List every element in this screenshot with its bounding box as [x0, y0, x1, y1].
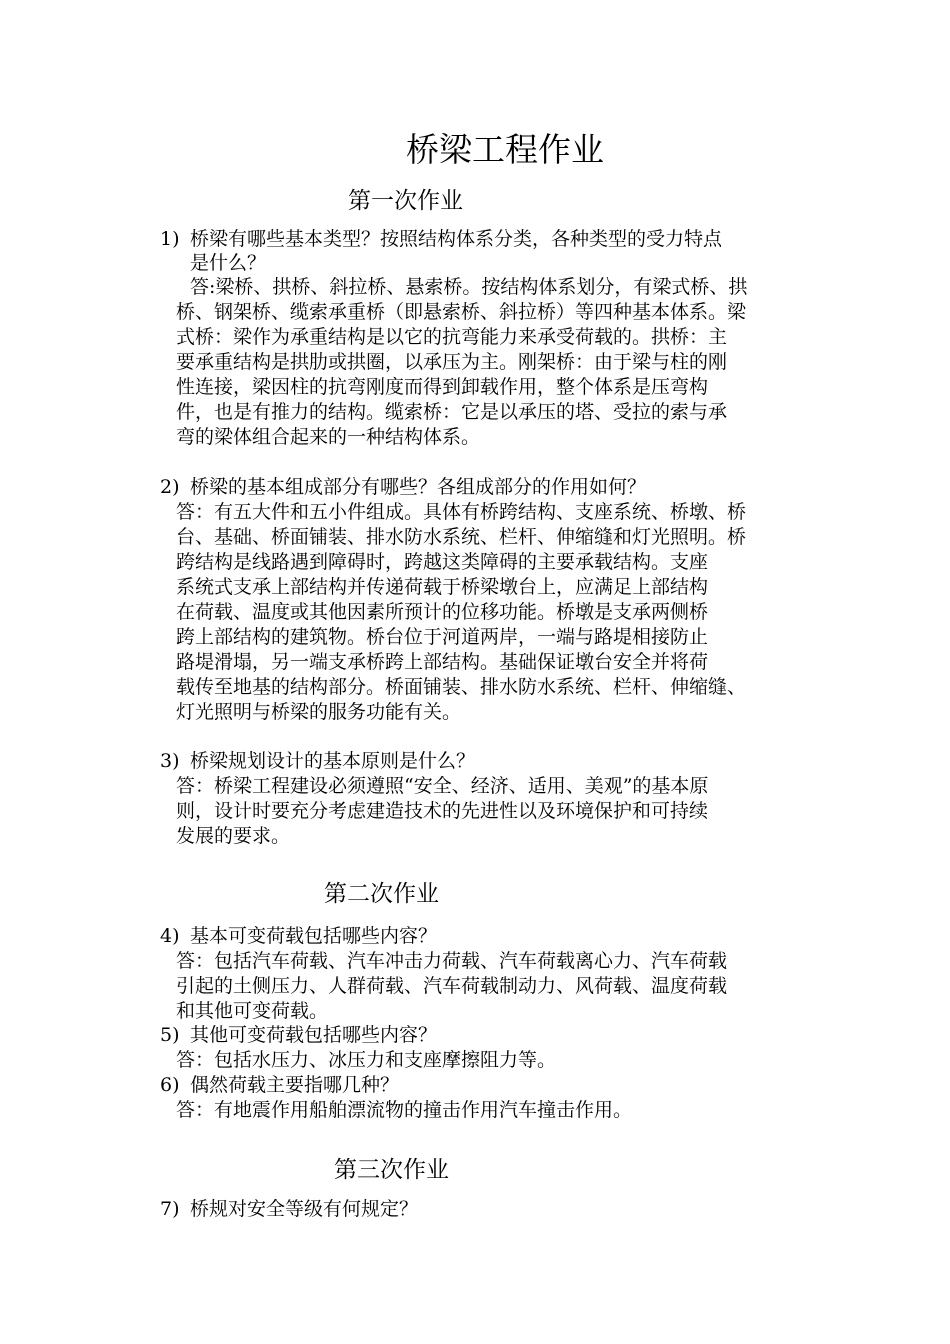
answer-text: 发展的要求。 — [176, 825, 291, 847]
answer-text: 答：有五大件和五小件组成。具体有桥跨结构、支座系统、桥墩、桥 — [176, 501, 747, 523]
answer-text: 系统式支承上部结构并传递荷载于桥梁墩台上，应满足上部结构 — [176, 576, 709, 598]
question-number: 7) — [160, 1198, 180, 1220]
question-text: 是什么？ — [190, 252, 267, 274]
question-text: 桥梁有哪些基本类型？按照结构体系分类，各种类型的受力特点 — [190, 228, 723, 250]
answer-text: 答:梁桥、拱桥、斜拉桥、悬索桥。按结构体系划分，有梁式桥、拱 — [190, 276, 748, 298]
question-number: 4) — [160, 925, 180, 947]
answer-text: 性连接，梁因柱的抗弯刚度而得到卸载作用，整个体系是压弯构 — [176, 376, 709, 398]
answer-text: 件，也是有推力的结构。缆索桥：它是以承压的塔、受拉的索与承 — [176, 401, 728, 423]
answer-text: 跨上部结构的建筑物。桥台位于河道两岸，一端与路堤相接防止 — [176, 626, 709, 648]
answer-text: 答：包括水压力、冰压力和支座摩擦阻力等。 — [176, 1049, 557, 1071]
answer-text: 答：桥梁工程建设必须遵照“安全、经济、适用、美观”的基本原 — [176, 775, 709, 797]
answer-text: 和其他可变荷载。 — [176, 1000, 329, 1022]
question-number: 6) — [160, 1074, 180, 1096]
answer-text: 引起的土侧压力、人群荷载、汽车荷载制动力、风荷载、温度荷载 — [176, 975, 728, 997]
question-text: 基本可变荷载包括哪些内容？ — [190, 925, 438, 947]
answer-text: 灯光照明与桥梁的服务功能有关。 — [176, 701, 462, 723]
section-heading: 第二次作业 — [324, 881, 439, 907]
question-text: 桥梁规划设计的基本原则是什么？ — [190, 750, 476, 772]
question-number: 3) — [160, 750, 180, 772]
question-number: 1) — [160, 228, 180, 250]
section-heading: 第一次作业 — [348, 188, 463, 214]
answer-text: 桥、钢架桥、缆索承重桥（即悬索桥、斜拉桥）等四种基本体系。梁 — [176, 301, 747, 323]
question-text: 偶然荷载主要指哪几种？ — [190, 1074, 400, 1096]
question-text: 桥规对安全等级有何规定？ — [190, 1198, 419, 1220]
answer-text: 式桥：梁作为承重结构是以它的抗弯能力来承受荷载的。拱桥：主 — [176, 326, 728, 348]
question-text: 其他可变荷载包括哪些内容？ — [190, 1024, 438, 1046]
answer-text: 在荷载、温度或其他因素所预计的位移功能。桥墩是支承两侧桥 — [176, 601, 709, 623]
answer-text: 台、基础、桥面铺装、排水防水系统、栏杆、伸缩缝和灯光照明。桥 — [176, 526, 747, 548]
question-number: 5) — [160, 1024, 180, 1046]
question-number: 2) — [160, 476, 180, 498]
answer-text: 载传至地基的结构部分。桥面铺装、排水防水系统、栏杆、伸缩缝、 — [176, 676, 747, 698]
section-heading: 第三次作业 — [334, 1157, 449, 1183]
answer-text: 路堤滑塌，另一端支承桥跨上部结构。基础保证墩台安全并将荷 — [176, 651, 709, 673]
answer-text: 答：有地震作用船舶漂流物的撞击作用汽车撞击作用。 — [176, 1099, 633, 1121]
answer-text: 弯的梁体组合起来的一种结构体系。 — [176, 426, 481, 448]
answer-text: 跨结构是线路遇到障碍时，跨越这类障碍的主要承载结构。支座 — [176, 551, 709, 573]
question-text: 桥梁的基本组成部分有哪些？各组成部分的作用如何？ — [190, 476, 647, 498]
answer-text: 答：包括汽车荷载、汽车冲击力荷载、汽车荷载离心力、汽车荷载 — [176, 950, 728, 972]
answer-text: 要承重结构是拱肋或拱圈，以承压为主。刚架桥：由于梁与柱的刚 — [176, 351, 728, 373]
document-title: 桥梁工程作业 — [406, 130, 604, 169]
answer-text: 则，设计时要充分考虑建造技术的先进性以及环境保护和可持续 — [176, 800, 709, 822]
